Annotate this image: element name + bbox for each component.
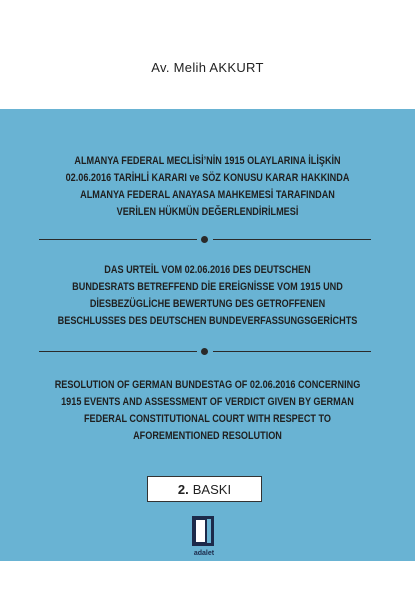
title-line: BESCHLUSSES DES DEUTSCHEN BUNDEVERFASSUNGSGERİCHTS — [57, 315, 358, 327]
title-english — [46, 377, 369, 445]
edition-label: BASKI — [192, 481, 232, 497]
divider-rule — [213, 351, 371, 352]
title-line: ALMANYA FEDERAL MECLİSİ’NİN 1915 OLAYLARINA İLİŞKİN — [74, 155, 341, 167]
title-line: 1915 EVENTS AND ASSESSMENT OF VERDICT GIVEN BY GERMAN — [61, 396, 354, 408]
divider-rule — [213, 239, 371, 240]
divider-dot-icon — [201, 236, 208, 243]
title-german — [46, 262, 369, 330]
author-name: Av. Melih AKKURT — [151, 60, 264, 75]
title-line: RESOLUTION OF GERMAN BUNDESTAG OF 02.06.2016 CONCERNING — [54, 379, 361, 391]
divider-rule — [39, 239, 197, 240]
ornament-divider — [39, 236, 371, 244]
title-line: DAS URTEİL VOM 02.06.2016 DES DEUTSCHEN — [104, 264, 311, 276]
title-line: ALMANYA FEDERAL ANAYASA MAHKEMESİ TARAFINDAN — [80, 189, 335, 201]
edition-number: 2. — [177, 481, 189, 497]
title-line: DİESBEZÜGLİCHE BEWERTUNG DES GETROFFENEN — [89, 298, 326, 310]
title-line: BUNDESRATS BETREFFEND DİE EREİGNİSSE VOM 1915 UND — [72, 281, 343, 293]
title-turkish — [46, 153, 369, 221]
divider-dot-icon — [201, 348, 208, 355]
edition-badge — [147, 476, 262, 502]
title-line: FEDERAL CONSTITUTIONAL COURT WITH RESPECT TO — [83, 413, 332, 425]
title-line: VERİLEN HÜKMÜN DEĞERLENDİRİLMESİ — [116, 206, 299, 218]
title-line: AFOREMENTIONED RESOLUTION — [133, 430, 282, 442]
title-line: 02.06.2016 TARİHLİ KARARI ve SÖZ KONUSU KARAR HAKKINDA — [65, 172, 350, 184]
ornament-divider — [39, 348, 371, 356]
divider-rule — [39, 351, 197, 352]
publisher-name: adalet — [193, 550, 215, 557]
